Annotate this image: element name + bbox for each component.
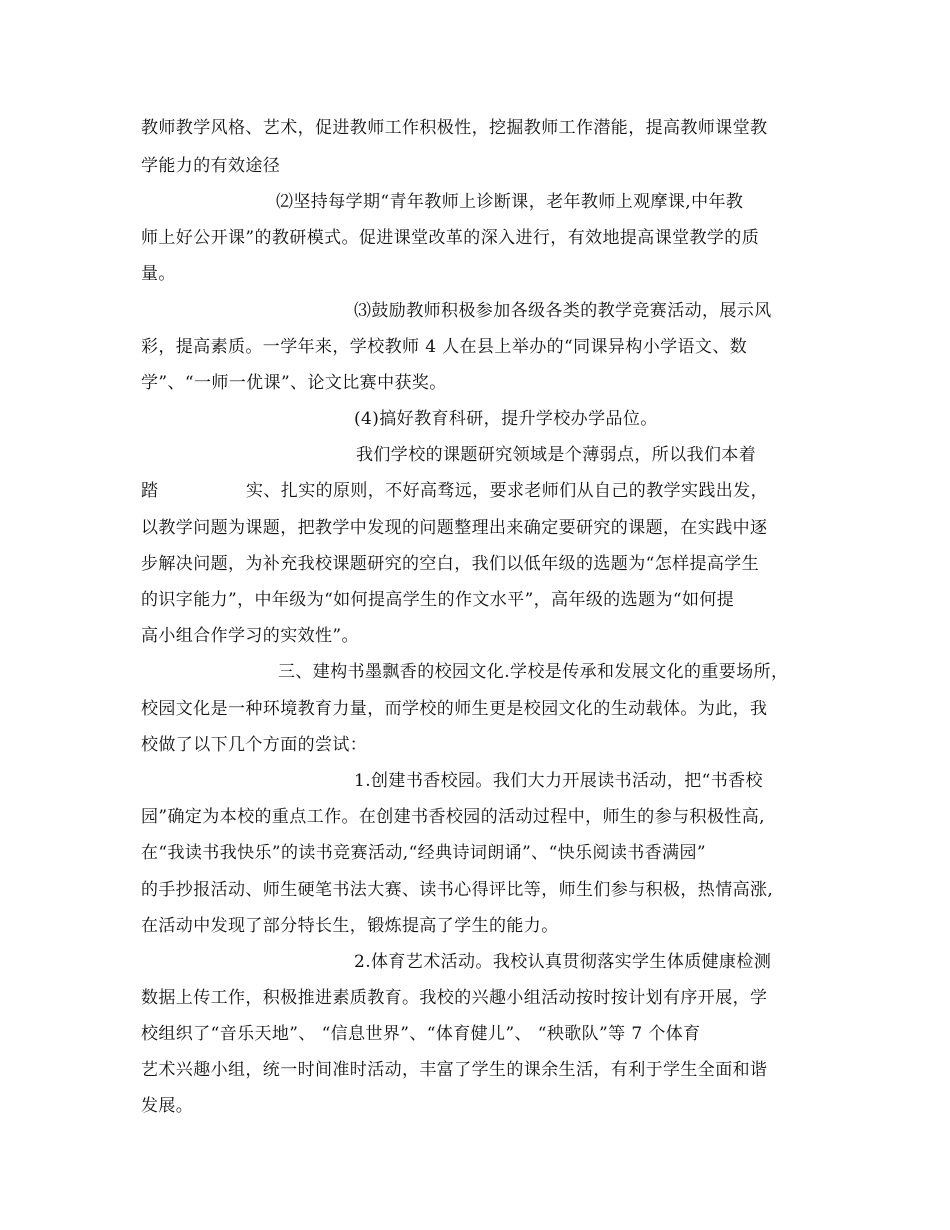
text-line: 艺术兴趣小组，统一时间准时活动，丰富了学生的课余生活，有利于学生全面和谐: [141, 1060, 768, 1080]
text-line: 校组织了“音乐天地”、 “信息世界”、“体育健儿”、 “秧歌队”等 7 个体育: [141, 1024, 701, 1044]
text-line: 的识字能力”，中年级为“如何提高学生的作文水平”，高年级的选题为“如何提: [141, 590, 735, 610]
text-line: ⑵坚持每学期“青年教师上诊断课，老年教师上观摩课,中年教: [276, 192, 744, 212]
text-line: 量。: [141, 264, 176, 284]
text-line: 学能力的有效途径: [141, 156, 281, 176]
text-line: 在“我读书我快乐”的读书竞赛活动,“经典诗词朗诵”、“快乐阅读书香满园”: [141, 843, 706, 863]
text-line: 的手抄报活动、师生硬笔书法大赛、读书心得评比等，师生们参与积极，热情高涨,: [141, 880, 774, 900]
text-line: (4)搞好教育科研，提升学校办学品位。: [354, 409, 658, 429]
text-line: 我们学校的课题研究领域是个薄弱点，所以我们本着: [356, 445, 757, 465]
text-line: 师上好公开课”的教研模式。促进课堂改革的深入进行，有效地提高课堂教学的质: [141, 228, 760, 248]
text-line: 数据上传工作，积极推进素质教育。我校的兴趣小组活动按时按计划有序开展，学: [141, 988, 768, 1008]
text-line: 三、建构书墨飘香的校园文化.学校是传承和发展文化的重要场所，: [278, 662, 789, 682]
text-line: 以教学问题为课题，把教学中发现的问题整理出来确定要研究的课题，在实践中逐: [141, 518, 768, 538]
text-line: 1.创建书香校园。我们大力开展读书活动，把“书香校: [354, 771, 763, 791]
text-line: 在活动中发现了部分特长生，锻炼提高了学生的能力。: [141, 916, 559, 936]
text-line: 校园文化是一种环境教育力量，而学校的师生更是校园文化的生动载体。为此，我: [141, 699, 768, 719]
text-line: 高小组合作学习的实效性”。: [141, 626, 359, 646]
text-line: ⑶鼓励教师积极参加各级各类的教学竞赛活动，展示风: [354, 301, 772, 321]
text-line: 踏: [141, 481, 159, 501]
text-line: 教师教学风格、艺术，促进教师工作积极性，挖掘教师工作潜能，提高教师课堂教: [141, 118, 768, 138]
text-line: 园”确定为本校的重点工作。在创建书香校园的活动过程中，师生的参与积极性高,: [141, 807, 765, 827]
text-line: 步解决问题，为补充我校课题研究的空白，我们以低年级的选题为“怎样提高学生: [141, 554, 760, 574]
text-line: 学”、“一师一优课”、论文比赛中获奖。: [141, 373, 447, 393]
text-line: 发展。: [141, 1096, 194, 1116]
text-line: 校做了以下几个方面的尝试：: [141, 735, 368, 755]
text-line: 2.体育艺术活动。我校认真贯彻落实学生体质健康检测: [354, 952, 772, 972]
text-line: 彩，提高素质。一学年来，学校教师 4 人在县上举办的“同课异构小学语文、数: [141, 337, 748, 357]
text-line: 实、扎实的原则，不好高骛远，要求老师们从自己的教学实践出发，: [246, 481, 768, 501]
